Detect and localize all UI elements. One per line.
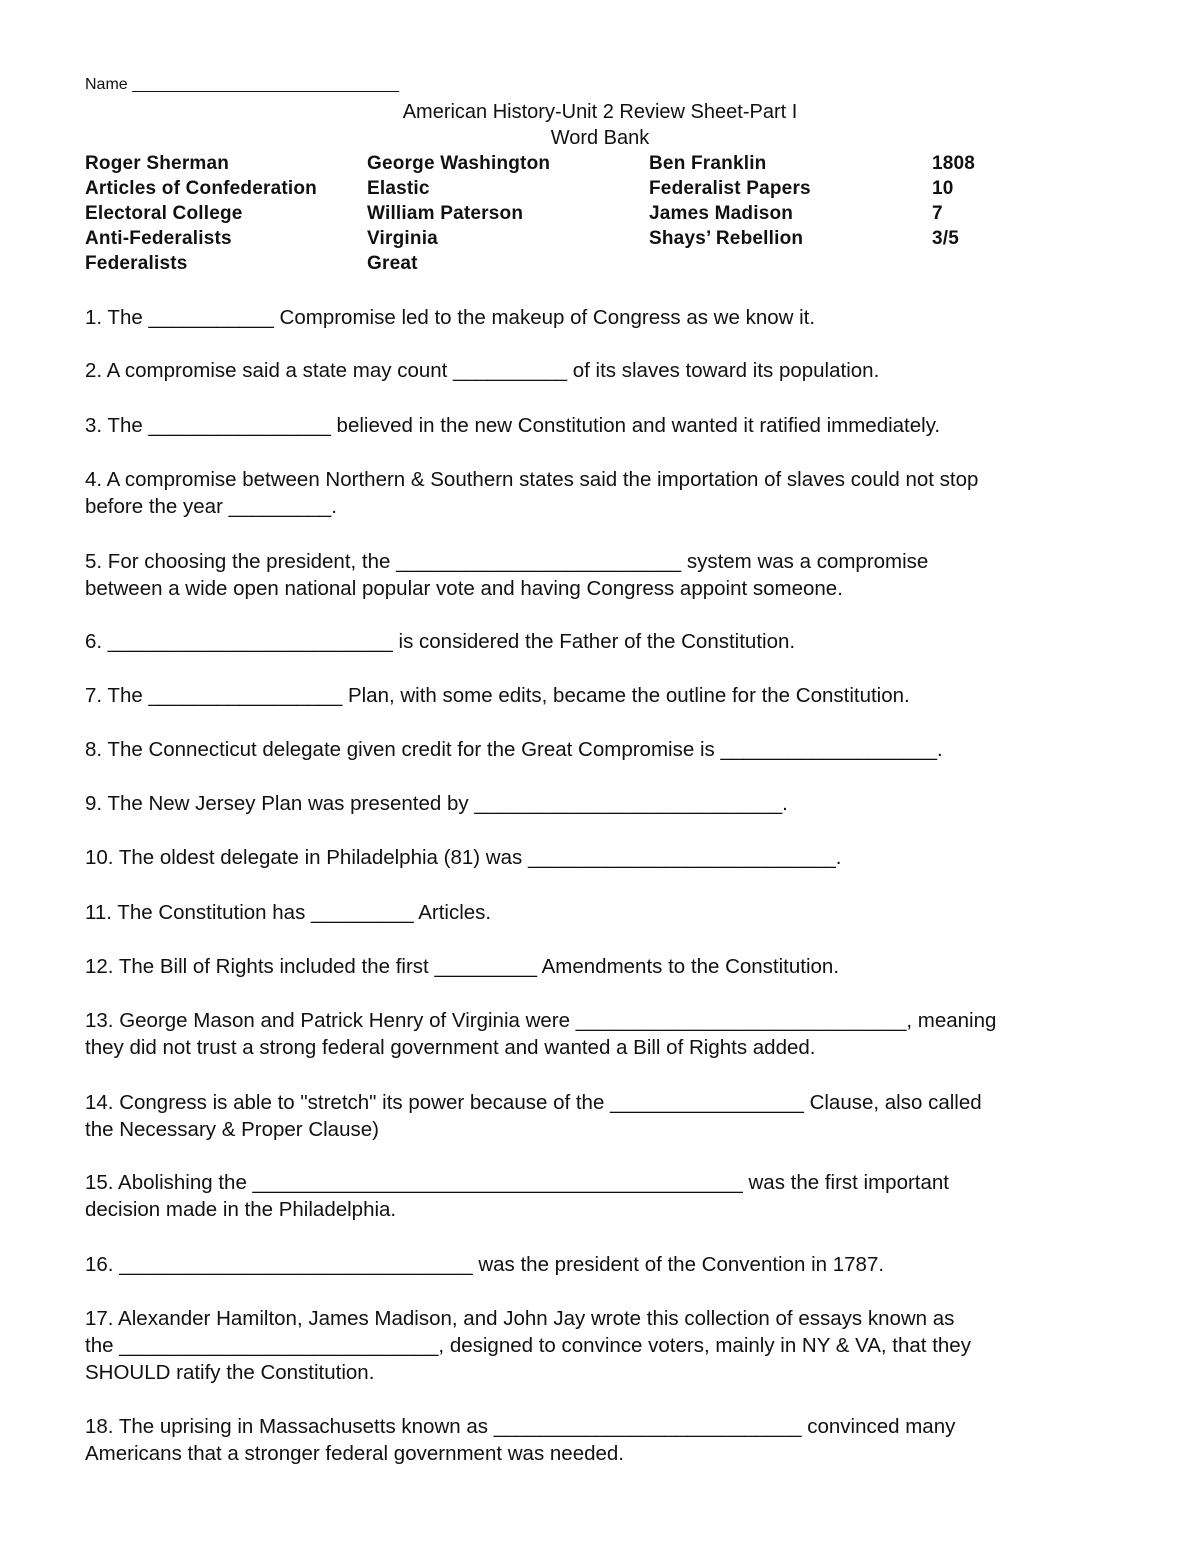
word-bank-term: Electoral College (85, 203, 243, 224)
question-item (85, 1413, 1145, 1467)
word-bank-term: George Washington (367, 153, 551, 174)
question-text-line: 11. The Constitution has _________ Articles. (85, 901, 492, 924)
question-item (85, 1007, 1145, 1061)
word-bank-term: Elastic (367, 178, 430, 199)
question-text-line: 15. Abolishing the ___________________________________________ was the first important (85, 1171, 950, 1194)
question-item (85, 682, 1145, 709)
question-item (85, 899, 1145, 926)
question-text-line: 3. The ________________ believed in the new Constitution and wanted it ratified immediately. (85, 414, 941, 437)
question-item (85, 548, 1145, 602)
word-bank-term: Ben Franklin (649, 153, 767, 174)
question-text-line: the Necessary & Proper Clause) (85, 1118, 379, 1141)
question-text-line: 6. _________________________ is considered the Father of the Constitution. (85, 630, 796, 653)
question-text-line: Americans that a stronger federal government was needed. (85, 1442, 624, 1465)
question-item (85, 736, 1145, 763)
question-item (85, 1169, 1145, 1223)
question-text-line: 5. For choosing the president, the _________________________ system was a compromise (85, 550, 929, 573)
question-item (85, 844, 1145, 871)
question-text-line: 17. Alexander Hamilton, James Madison, and John Jay wrote this collection of essays known as (85, 1307, 955, 1330)
question-item (85, 1089, 1145, 1143)
word-bank-term: 3/5 (932, 228, 960, 249)
word-bank-term: Articles of Confederation (85, 178, 317, 199)
question-text-line: before the year _________. (85, 495, 337, 518)
question-text-line: 10. The oldest delegate in Philadelphia (81) was ___________________________. (85, 846, 842, 869)
question-text-line: decision made in the Philadelphia. (85, 1198, 397, 1221)
question-text-line: 8. The Connecticut delegate given credit for the Great Compromise is ___________________. (85, 738, 943, 761)
question-text-line: they did not trust a strong federal government and wanted a Bill of Rights added. (85, 1036, 816, 1059)
word-bank-term: Great (367, 253, 418, 274)
question-text-line: 18. The uprising in Massachusetts known as ___________________________ convinced many (85, 1415, 956, 1438)
question-text-line: 7. The _________________ Plan, with some edits, became the outline for the Constitution. (85, 684, 910, 707)
question-text-line: 13. George Mason and Patrick Henry of Virginia were _____________________________, meaning (85, 1009, 997, 1032)
question-item (85, 412, 1145, 439)
word-bank-term: William Paterson (367, 203, 524, 224)
word-bank-term: Shays’ Rebellion (649, 228, 804, 249)
word-bank-term: Federalists (85, 253, 188, 274)
question-item (85, 628, 1145, 655)
question-text-line: the ____________________________, designed to convince voters, mainly in NY & VA, that they (85, 1334, 971, 1357)
word-bank-term: 7 (932, 203, 943, 224)
word-bank-term: Anti-Federalists (85, 228, 232, 249)
question-text-line: SHOULD ratify the Constitution. (85, 1361, 375, 1384)
word-bank-term: 10 (932, 178, 954, 199)
question-text-line: 9. The New Jersey Plan was presented by ___________________________. (85, 792, 788, 815)
question-item (85, 953, 1145, 980)
word-bank-term: 1808 (932, 153, 976, 174)
question-item (85, 357, 1145, 384)
question-text-line: 2. A compromise said a state may count __________ of its slaves toward its population. (85, 359, 880, 382)
question-item (85, 790, 1145, 817)
question-item (85, 1251, 1145, 1278)
name-field-label: Name ______________________________ (85, 76, 400, 93)
question-item (85, 304, 1145, 331)
question-item (85, 466, 1145, 520)
word-bank-term: Federalist Papers (649, 178, 811, 199)
word-bank-term: Roger Sherman (85, 153, 230, 174)
question-text-line: between a wide open national popular vote and having Congress appoint someone. (85, 577, 843, 600)
worksheet-title: American History-Unit 2 Review Sheet-Part I (402, 101, 798, 123)
word-bank-term: Virginia (367, 228, 438, 249)
word-bank-term: James Madison (649, 203, 794, 224)
question-item (85, 1305, 1145, 1386)
question-text-line: 4. A compromise between Northern & Southern states said the importation of slaves could not stop (85, 468, 979, 491)
question-text-line: 14. Congress is able to "stretch" its power because of the _________________ Clause, also called (85, 1091, 982, 1114)
word-bank-heading: Word Bank (550, 127, 650, 149)
question-text-line: 16. _______________________________ was the president of the Convention in 1787. (85, 1253, 885, 1276)
question-text-line: 1. The ___________ Compromise led to the makeup of Congress as we know it. (85, 306, 816, 329)
question-text-line: 12. The Bill of Rights included the first _________ Amendments to the Constitution. (85, 955, 840, 978)
